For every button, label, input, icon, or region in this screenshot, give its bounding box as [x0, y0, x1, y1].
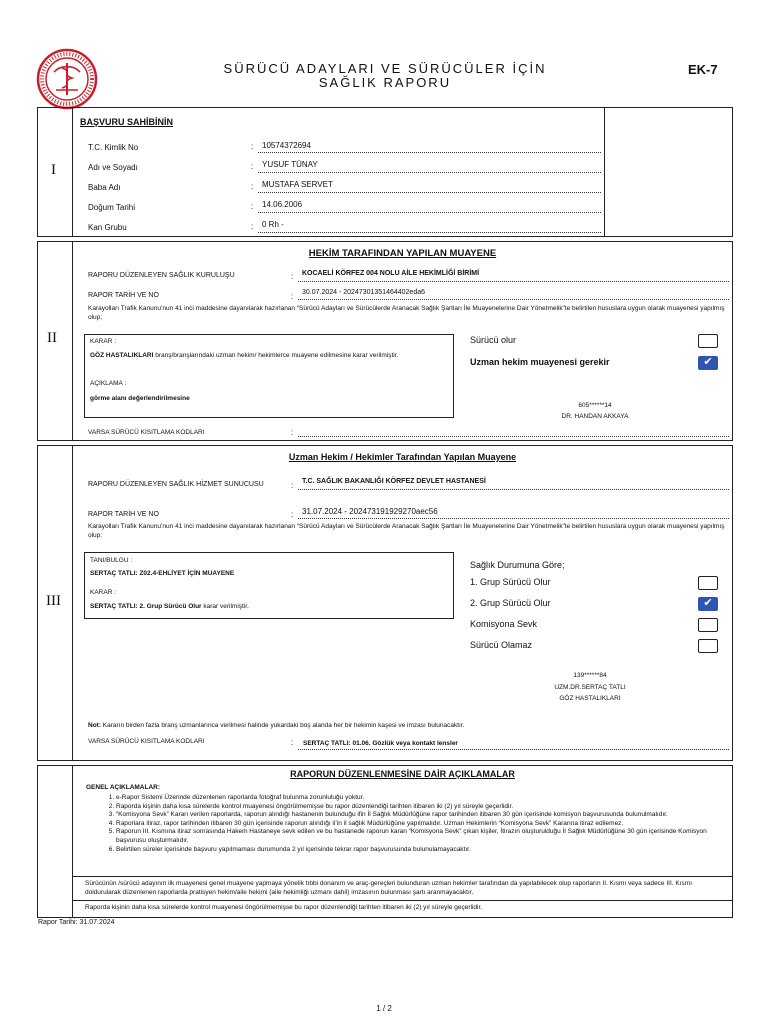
- law-text: Karayolları Trafik Kanunu’nun 41 inci maddesine dayanılarak hazırlanan “Sürücü Adayları ve Sürücülerde Aranacak Sağlık Şartları İle Muayenelerine Dair Yönetmelik”te belirtilen hususlara uygun olarak muayenesi yapılmış olup;: [88, 305, 725, 321]
- doctor-3-name: UZM.DR.SERTAÇ TATLI: [554, 684, 626, 691]
- general-explanations-list: [102, 794, 727, 854]
- diagnosis-value: SERTAÇ TATLI: Z02.4-EHLİYET İÇİN MUAYENE: [90, 570, 235, 577]
- page-number: 1 / 2: [376, 1004, 392, 1013]
- law-text-3: Karayolları Trafik Kanunu’nun 41 inci maddesine dayanılarak hazırlanan “Sürücü Adayları ve Sürücülerde Aranacak Sağlık Şartları İle Muayenelerine Dair Yönetmelik”te belirtilen hususlara uygun olarak muayenesi yapılmış olup;: [88, 523, 725, 539]
- section-3-roman: III: [46, 593, 61, 609]
- doctor-2-id: 605******14: [578, 402, 612, 409]
- section-1-roman: I: [51, 162, 56, 178]
- decision-text: GÖZ HASTALIKLARI branş/branşlarındaki uzman hekim/ hekimlerce muayene edilmesine karar verilmiştir.: [90, 352, 399, 359]
- decision-box: [84, 334, 454, 418]
- decision-3-label: KARAR :: [90, 589, 117, 596]
- section-2-roman: II: [47, 330, 57, 346]
- checkmark-icon: ✔: [703, 356, 713, 368]
- form-code: EK-7: [688, 62, 718, 77]
- document-title: [140, 62, 630, 90]
- name-value: YUSUF TÜNAY: [262, 160, 318, 169]
- note-text: Not: Kararın birden fazla branş uzmanlarınca verilmesi halinde yukardaki boş alanda her bir hekimin kaşesi ve imzası bulunacaktır.: [88, 722, 465, 729]
- option-commission-label: Komisyona Sevk: [470, 619, 538, 629]
- restriction-3-value: SERTAÇ TATLI: 01.06. Gözlük veya kontakt lensler: [303, 740, 458, 747]
- blood-label: Kan Grubu: [88, 223, 127, 232]
- doctor-3-dept: GÖZ HASTALIKLARI: [559, 695, 621, 702]
- explanation-item: 3. “Komisyona Sevk” Kararı verilen raporlarda, raporun alındığı hastanenin bulunduğu ifin İl Sağlık Müdürlüğüne rapor tarihinden itibaren 30 gün içerisinde komisyon başvurusunda bulunulmalıdır.: [116, 811, 727, 820]
- decision-label: KARAR :: [90, 338, 117, 345]
- option-group2-label: 2. Grup Sürücü Olur: [470, 598, 551, 608]
- explanation-item: 1. e-Rapor Sistemi Üzerinde düzenlenen raporlarda fotoğraf bulunma zorunluluğu yoktur.: [116, 794, 727, 803]
- checkmark-icon: ✔: [703, 597, 713, 609]
- report-date-label: RAPOR TARİH VE NO: [88, 292, 159, 299]
- section-3-heading: Uzman Hekim / Hekimler Tarafından Yapılan Muayene: [288, 452, 517, 462]
- section-2-heading: HEKİM TARAFINDAN YAPILAN MUAYENE: [308, 248, 497, 259]
- section-4-heading: RAPORUN DÜZENLENMESİNE DAİR AÇIKLAMALAR: [290, 769, 515, 779]
- diagnosis-label: TANI/BULGU :: [90, 557, 133, 564]
- applicant-heading: BAŞVURU SAHİBİNİN: [80, 117, 174, 127]
- tc-label: T.C. Kimlik No: [88, 143, 139, 152]
- option-surucu-olur-label: Sürücü olur: [470, 335, 517, 345]
- report-date-3-label: RAPOR TARİH VE NO: [88, 511, 159, 518]
- title-line-2: SAĞLIK RAPORU: [318, 75, 452, 90]
- institution-value: KOCAELİ KÖRFEZ 004 NOLU AİLE HEKİMLİĞİ BİRİMİ: [302, 270, 480, 277]
- option-surucu-olur-checkbox[interactable]: [698, 334, 718, 348]
- restriction-3-label: VARSA SÜRÜCÜ KISITLAMA KODLARI: [88, 738, 205, 745]
- option-uzman-checkbox[interactable]: [698, 356, 718, 370]
- explanation-label: AÇIKLAMA :: [90, 380, 127, 387]
- provider-label: RAPORU DÜZENLEYEN SAĞLIK HİZMET SUNUCUSU: [88, 481, 264, 488]
- father-label: Baba Adı: [88, 183, 121, 192]
- option-group1-label: 1. Grup Sürücü Olur: [470, 577, 551, 587]
- institution-label: RAPORU DÜZENLEYEN SAĞLIK KURULUŞU: [88, 272, 235, 279]
- explanation-item: 2. Raporda kişinin daha kısa sürelerde kontrol muayenesi öngörülmemişse bu rapor düzenlendiği tarihten itibaren iki (2) yıl süreyle geçerlidir.: [116, 803, 727, 812]
- restriction-2-label: VARSA SÜRÜCÜ KISITLAMA KODLARI: [88, 429, 205, 436]
- explanation-item: 4. Raporlara itiraz, rapor tarihinden itibaren 30 gün içerisinde raporun alındığı il’in il sağlık Müdürlüğüne yapılmalıdır. Uzman Hekimlerin “Komisyona Sevk” Kararına itiraz edilemez.: [116, 820, 727, 829]
- decision-3-text: SERTAÇ TATLI: 2. Grup Sürücü Olur karar verilmiştir.: [90, 603, 249, 610]
- report-date-value: 30.07.2024 - 20247301351464402eda6: [302, 289, 426, 296]
- report-date-3-value: 31.07.2024 - 202473191929270aec56: [302, 507, 438, 516]
- birthdate-value: 14.06.2006: [262, 200, 303, 209]
- title-line-1: SÜRÜCÜ ADAYLARI VE SÜRÜCÜLER İÇİN: [223, 61, 547, 76]
- section-4-paragraph-2: Raporda kişinin daha kısa sürelerde kontrol muayenesi öngörülmemişse bu rapor düzenlendiği tarihten itibaren iki (2) yıl süreyle geçerlidir.: [85, 904, 483, 911]
- option-commission-checkbox[interactable]: [698, 618, 718, 632]
- name-label: Adı ve Soyadı: [88, 163, 138, 172]
- explanation-item: 6. Belirtilen süreler içerisinde başvuru yapılmaması durumunda 2 yıl içerisinde tekrar rapor başvurusunda bulunulamayacaktır.: [116, 846, 727, 855]
- report-date-footer: Rapor Tarihi: 31.07.2024: [38, 919, 115, 926]
- ministry-seal-icon: [36, 48, 98, 110]
- blood-value: 0 Rh -: [262, 220, 284, 229]
- option-group1-checkbox[interactable]: [698, 576, 718, 590]
- option-uzman-label: Uzman hekim muayenesi gerekir: [470, 357, 610, 367]
- option-group2-checkbox[interactable]: [698, 597, 718, 611]
- general-explanations-label: GENEL AÇIKLAMALAR:: [86, 784, 161, 791]
- tc-value: 10574372694: [262, 141, 311, 150]
- health-status-heading: Sağlık Durumuna Göre;: [470, 560, 565, 570]
- explanation-value: görme alanı değerlendirilmesine: [90, 395, 190, 402]
- section-4-paragraph-1: Sürücünün /sürücü adayının ilk muayenesi genel muayene yapmaya yönelik tıbbi donanım ve araç-gereçleri bulunduran uzman hekimler tarafından da yapılabilecek olup raporların II. Kısmı veya sadece III. Kısmı doldurularak düzenlenen raporlarda pratisyen hekim/aile hekimi (aile hekimliği uzmanı dahil) imzasının bulunması şartı aranmayacaktır.: [85, 880, 692, 896]
- option-cannot-drive-checkbox[interactable]: [698, 639, 718, 653]
- photo-box: [604, 107, 733, 237]
- birthdate-label: Doğum Tarihi: [88, 203, 135, 212]
- explanation-item: 5. Raporun III. Kısmına itiraz sonrasında Hakem Hastaneye sevk edilen ve bu hastanede raporun karan “Komisyona Sevk” çıkan kişiler, İtirazın oluşturulduğu İl Sağlık Müdürlüğüne 30 gün içerisinde Komisyon başvurusu oluşturmalıdır.: [116, 828, 727, 845]
- father-value: MUSTAFA SERVET: [262, 180, 333, 189]
- doctor-2-name: DR. HANDAN AKKAYA: [561, 413, 629, 420]
- provider-value: T.C. SAĞLIK BAKANLIĞI KÖRFEZ DEVLET HASTANESİ: [302, 478, 486, 485]
- doctor-3-id: 139******84: [573, 672, 607, 679]
- option-cannot-drive-label: Sürücü Olamaz: [470, 640, 533, 650]
- restriction-2-value: [298, 436, 729, 437]
